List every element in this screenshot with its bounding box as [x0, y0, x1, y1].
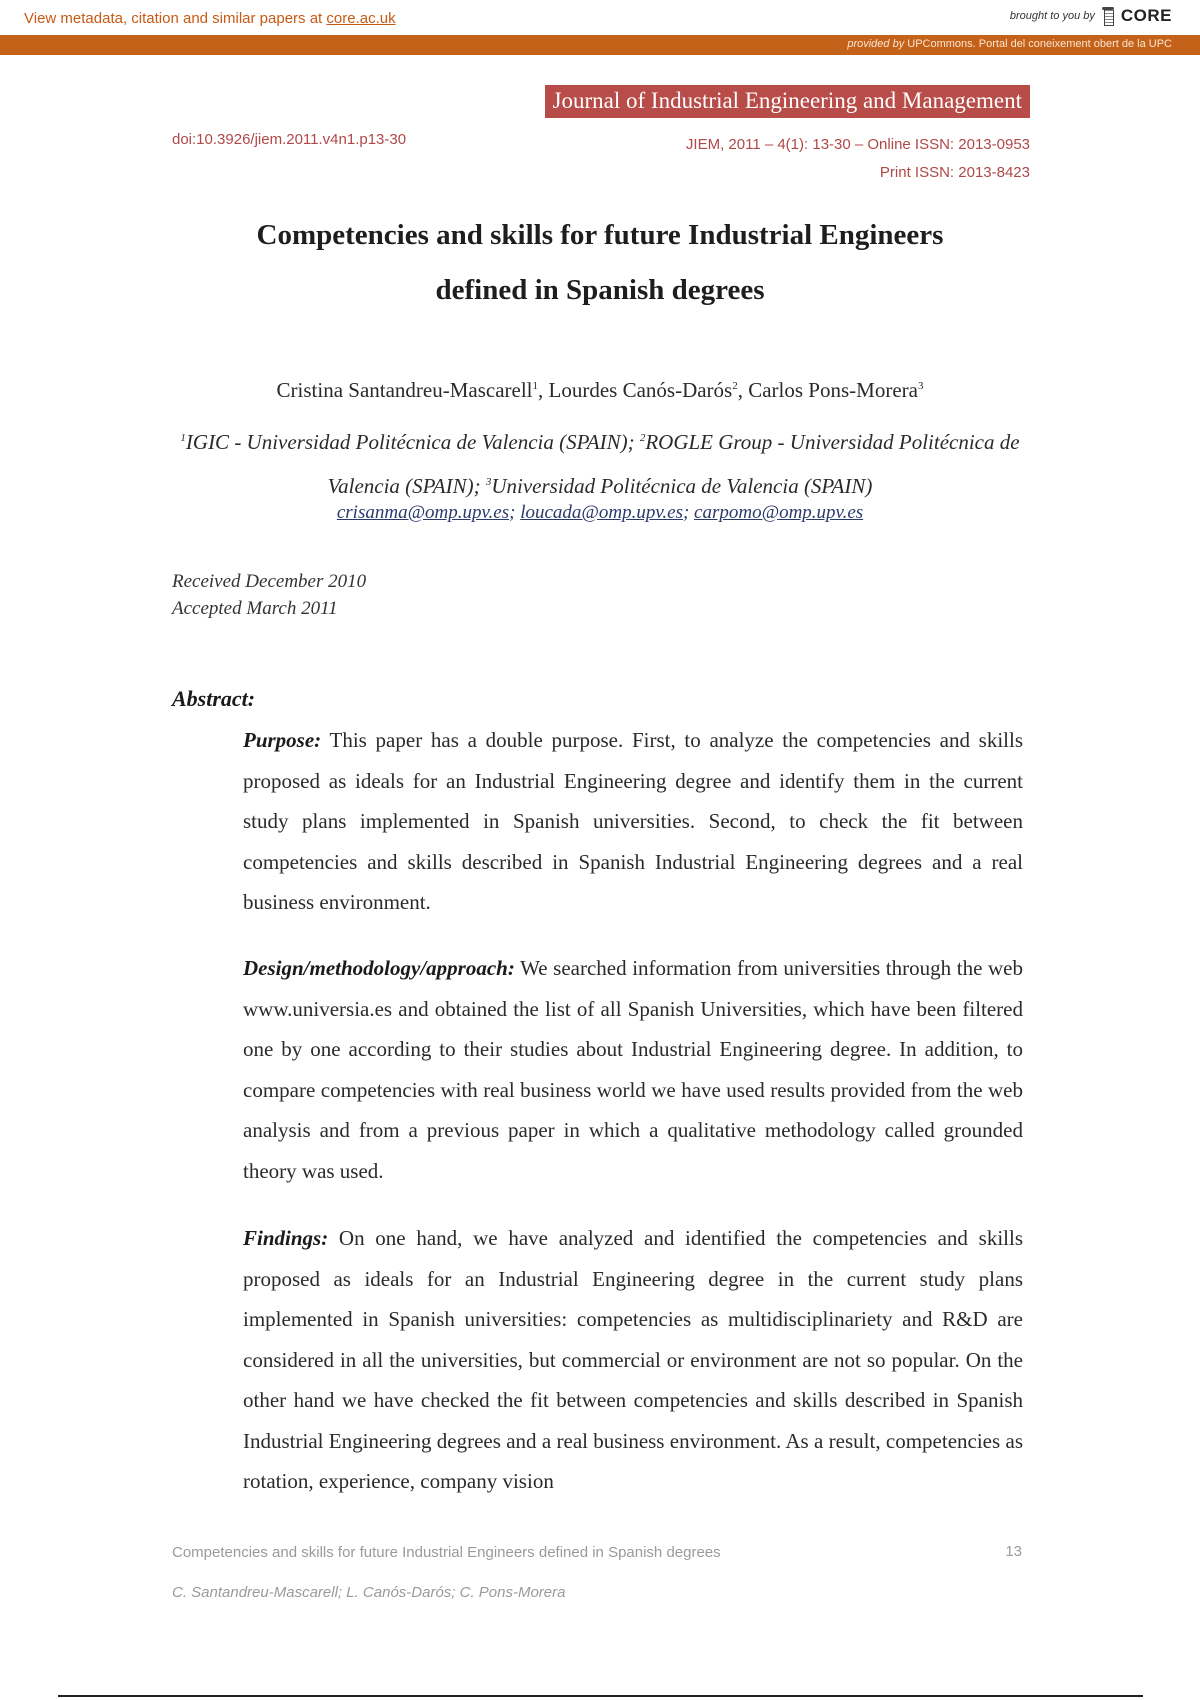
author-name: Cristina Santandreu-Mascarell — [276, 378, 533, 402]
affiliation-2: ROGLE Group - Universidad Politécnica de Valencia (SPAIN); — [327, 430, 1020, 498]
purpose-label: Purpose: — [243, 728, 322, 752]
author-name: Carlos Pons-Morera — [748, 378, 918, 402]
findings-label: Findings: — [243, 1226, 329, 1250]
core-metadata-link[interactable]: View metadata, citation and similar papers at core.ac.uk — [24, 10, 396, 27]
submission-dates — [172, 568, 366, 622]
provider-text[interactable]: provided by UPCommons. Portal del coneixement obert de la UPC — [847, 38, 1172, 50]
page-number: 13 — [1005, 1543, 1022, 1560]
core-brand-name: CORE — [1120, 6, 1172, 25]
abstract-findings — [243, 1218, 1023, 1498]
email-link[interactable]: loucada@omp.upv.es — [520, 502, 683, 523]
issue-line: JIEM, 2011 – 4(1): 13-30 – Online ISSN: 2013-0953 — [685, 136, 1030, 153]
affiliations: $^1$IGIC - Universidad Politécnica de Valencia (SPAIN); $^2$ROGLE Group - Universidad Politécnica de Valencia (SPAIN); $^3$Universidad Politécnica de Valencia (SPAIN) — [180, 430, 1020, 498]
design-text: We searched information from universities through the web www.universia.es and obtained the list of all Spanish Universities, which have been filtered one by one according to their studies about Industrial Engineering degree. In addition, to compare competencies with real business world we have used results provided from the web analysis and from a previous paper in which a qualitative methodology called grounded theory was used. — [243, 956, 1023, 1183]
running-title: Competencies and skills for future Industrial Engineers defined in Spanish degrees — [172, 1544, 721, 1561]
core-header — [0, 0, 1200, 36]
abstract-heading: Abstract: — [172, 686, 256, 711]
email-link[interactable]: crisanma@omp.upv.es — [336, 502, 510, 523]
author-emails: crisanma@omp.upv.es; loucada@omp.upv.es; carpomo@omp.upv.es — [336, 502, 864, 523]
title-line-1: Competencies and skills for future Industrial Engineers — [256, 219, 944, 251]
title-line-2: defined in Spanish degrees — [435, 274, 765, 306]
affiliation-3: Universidad Politécnica de Valencia (SPAIN) — [491, 474, 873, 498]
accepted-date: Accepted March 2011 — [172, 598, 338, 619]
core-brand-block — [1010, 6, 1172, 26]
author-list: Cristina Santandreu-Mascarell$^1$, Lourdes Canós-Darós$^2$, Carlos Pons-Morera$^3$ — [276, 378, 924, 402]
core-provider-bar — [0, 35, 1200, 55]
affiliation-1: IGIC - Universidad Politécnica de Valencia (SPAIN); — [185, 430, 635, 454]
abstract-purpose — [243, 720, 1023, 923]
doi: doi:10.3926/jiem.2011.v4n1.p13-30 — [172, 131, 407, 148]
received-date: Received December 2010 — [172, 571, 367, 592]
bottom-rule — [58, 1695, 1143, 1697]
article-title — [150, 208, 1050, 318]
running-authors: C. Santandreu-Mascarell; L. Canós-Darós; C. Pons-Morera — [172, 1584, 566, 1601]
email-link[interactable]: carpomo@omp.upv.es — [694, 502, 864, 523]
core-logo-icon — [1101, 6, 1115, 26]
brought-to-you-text: brought to you by — [1009, 10, 1095, 22]
abstract-design — [243, 948, 1023, 1191]
print-issn: Print ISSN: 2013-8423 — [879, 164, 1030, 181]
author-name: Lourdes Canós-Darós — [548, 378, 733, 402]
findings-text: On one hand, we have analyzed and identified the competencies and skills proposed as ideals for an Industrial Engineering degree in the current study plans implemented in Spanish universities: competencies as multidisciplinariety and R&D are considered in all the universities, but commercial or environment are not so popular. On the other hand we have checked the fit between competencies and skills described in Spanish Industrial Engineering degrees and a real business environment. As a result, competencies as rotation, experience, company vision — [243, 1226, 1023, 1493]
design-label: Design/methodology/approach: — [243, 956, 515, 980]
journal-name-badge: Journal of Industrial Engineering and Management — [545, 85, 1030, 118]
journal-issue-info — [686, 131, 1030, 187]
core-domain-link[interactable]: core.ac.uk — [326, 10, 396, 27]
purpose-text: This paper has a double purpose. First, to analyze the competencies and skills proposed as ideals for an Industrial Engineering degree and identify them in the current study plans implemented in Spanish universities. Second, to check the fit between competencies and skills described in Spanish Industrial Engineering degrees and a real business environment. — [243, 728, 1024, 914]
